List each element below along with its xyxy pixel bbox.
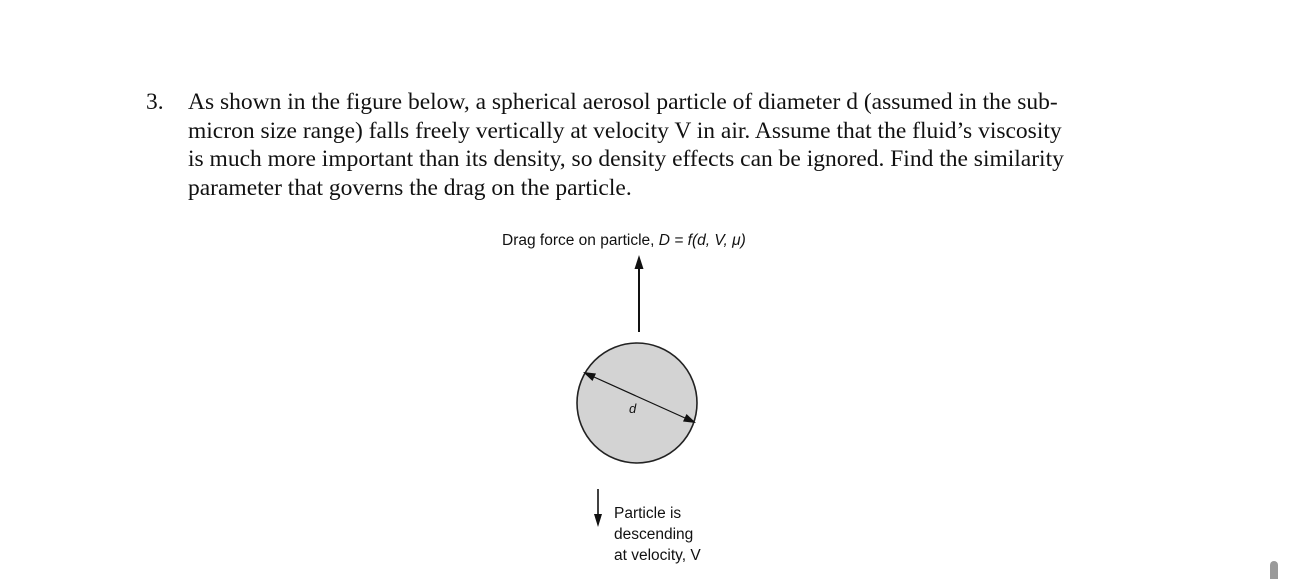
problem-line: parameter that governs the drag on the particle. (188, 174, 632, 201)
diameter-label: d (629, 401, 637, 416)
descending-line: descending (614, 526, 694, 543)
descending-line: at velocity, V (614, 547, 701, 564)
descending-label (614, 503, 734, 566)
drag-arrow-head (635, 255, 644, 269)
particle-sphere (577, 343, 697, 463)
velocity-arrow-head (594, 514, 602, 527)
problem-number: 3. (146, 89, 164, 115)
drag-force-formula: D = f(d, V, μ) (658, 232, 746, 249)
problem-line: As shown in the figure below, a spherical aerosol particle of diameter d (assumed in the sub- (188, 89, 1058, 115)
problem-line: is much more important than its density, so density effects can be ignored. Find the similarity (188, 146, 1064, 172)
descending-line: Particle is (614, 505, 682, 522)
drag-force-text: Drag force on particle, (502, 232, 659, 249)
scrollbar-handle[interactable] (1270, 561, 1278, 579)
problem-line: micron size range) falls freely vertically at velocity V in air. Assume that the fluid’s viscosity (188, 117, 1062, 144)
